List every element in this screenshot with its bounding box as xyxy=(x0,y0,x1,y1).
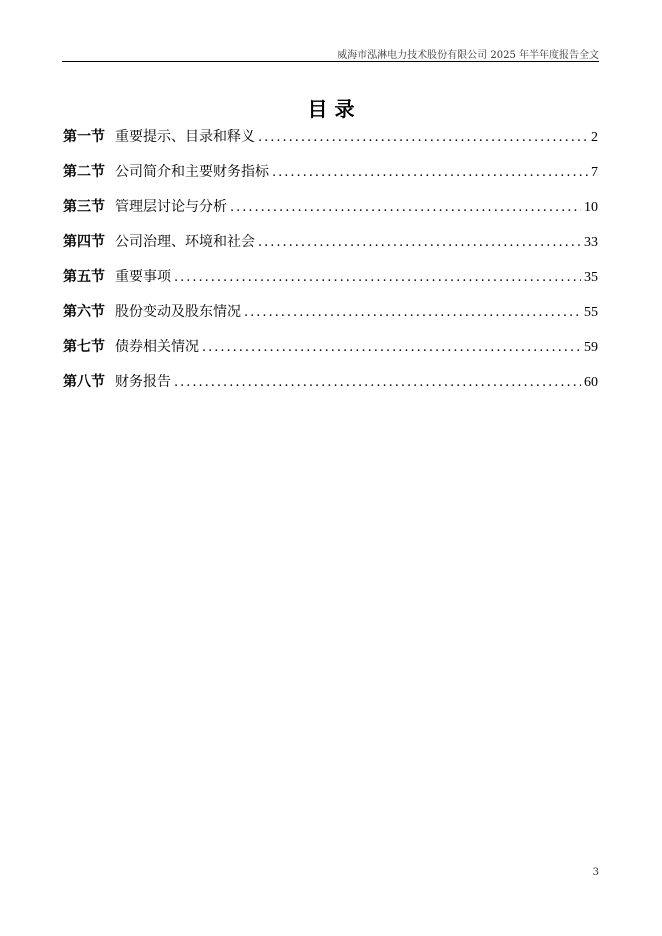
toc-leader-dots xyxy=(174,373,581,393)
toc-page-number: 60 xyxy=(584,375,598,390)
toc-title: 目 录 xyxy=(307,97,355,121)
toc-section-number: 第六节 xyxy=(63,304,105,320)
toc-page-number: 33 xyxy=(584,235,598,250)
toc-leader-dots xyxy=(272,163,588,183)
toc-section-number: 第五节 xyxy=(63,269,105,285)
toc-entry[interactable] xyxy=(63,372,598,407)
toc-page-number: 35 xyxy=(584,270,598,285)
toc-page-number: 10 xyxy=(584,200,598,215)
toc-entry[interactable] xyxy=(63,127,598,162)
toc-section-label: 公司简介和主要财务指标 xyxy=(115,164,269,180)
toc-entry[interactable] xyxy=(63,232,598,267)
toc-page-number: 55 xyxy=(584,305,598,320)
toc-leader-dots xyxy=(258,128,588,148)
toc-list xyxy=(63,127,598,407)
toc-section-label: 重要提示、目录和释义 xyxy=(115,129,255,145)
toc-page-number: 59 xyxy=(584,340,598,355)
toc-entry[interactable] xyxy=(63,267,598,302)
toc-entry[interactable] xyxy=(63,197,598,232)
page-number: 3 xyxy=(592,867,599,878)
toc-section-label: 管理层讨论与分析 xyxy=(115,199,227,215)
toc-leader-dots xyxy=(202,338,581,358)
toc-section-number: 第二节 xyxy=(63,164,105,180)
toc-leader-dots xyxy=(230,198,581,218)
toc-entry[interactable] xyxy=(63,337,598,372)
toc-section-label: 财务报告 xyxy=(115,374,171,390)
toc-page-number: 7 xyxy=(591,165,598,180)
toc-section-number: 第三节 xyxy=(63,199,105,215)
toc-leader-dots xyxy=(244,303,581,323)
toc-leader-dots xyxy=(174,268,581,288)
report-header-title: 威海市泓淋电力技术股份有限公司 2025 年半年度报告全文 xyxy=(337,50,599,61)
toc-section-number: 第八节 xyxy=(63,374,105,390)
toc-entry[interactable] xyxy=(63,162,598,197)
toc-section-number: 第七节 xyxy=(63,339,105,355)
toc-page-number: 2 xyxy=(591,130,598,145)
toc-section-label: 债券相关情况 xyxy=(115,339,199,355)
toc-section-number: 第四节 xyxy=(63,234,105,250)
toc-section-label: 股份变动及股东情况 xyxy=(115,304,241,320)
toc-section-label: 重要事项 xyxy=(115,269,171,285)
header-divider xyxy=(62,61,599,62)
toc-section-number: 第一节 xyxy=(63,129,105,145)
toc-section-label: 公司治理、环境和社会 xyxy=(115,234,255,250)
toc-entry[interactable] xyxy=(63,302,598,337)
toc-leader-dots xyxy=(258,233,581,253)
